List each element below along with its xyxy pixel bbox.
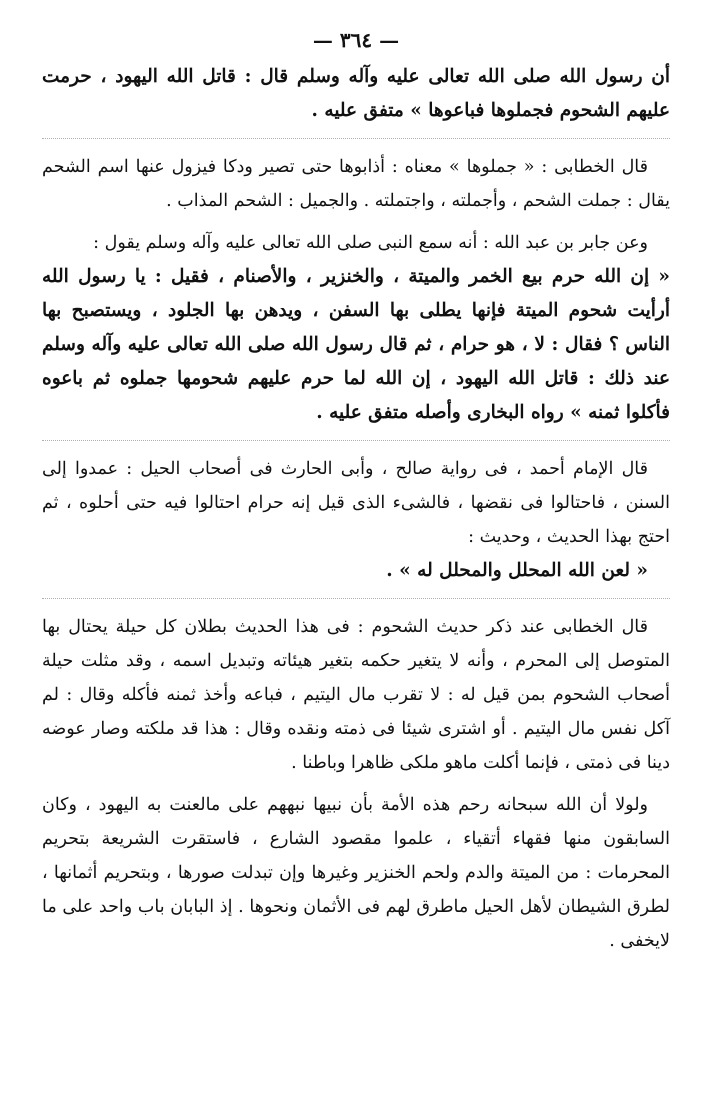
paragraph-hadith-muhallil: « لعن الله المحلل والمحلل له » . <box>386 560 648 581</box>
paragraph-jabir-intro: وعن جابر بن عبد الله : أنه سمع النبى صلى الله تعالى عليه وآله وسلم يقول : <box>93 233 648 253</box>
paragraph-hadith-jabir: « إن الله حرم بيع الخمر والميتة ، والخنزير ، والأصنام ، فقيل : يا رسول الله أرأيت شحوم الميتة فإنها يطلى بها السفن ، ويدهن بها الجلود ، ويستصبح بها الناس ؟ فقال : لا ، هو حرام ، ثم قال رسول الله صلى الله تعالى عليه وآله وسلم عند ذلك : قاتل الله اليهود ، إن الله لما حرم عليهم شحومها جملوه ثم باعوه فأكلوا ثمنه » رواه البخارى وأصله متفق عليه . <box>42 266 670 423</box>
divider <box>42 440 670 442</box>
paragraph-khattabi-definition: قال الخطابى : « جملوها » معناه : أذابوها حتى تصير ودكا فيزول عنها اسم الشحم يقال : جملت الشحم ، وأجملته ، واجتملته . والجميل : الشحم المذاب . <box>42 157 670 211</box>
paragraph-khattabi-commentary: قال الخطابى عند ذكر حديث الشحوم : فى هذا الحديث بطلان كل حيلة يحتال بها المتوصل إلى المحرم ، وأنه لا يتغير حكمه بتغير هيئاته وتبديل اسمه ، وقد مثلت حيلة أصحاب الشحوم بمن قيل له : لا تقرب مال اليتيم ، فباعه وأخذ ثمنه فأكله وقال : لم آكل نفس مال اليتيم . أو اشترى شيئا فى ذمته ونقده وقال : هذا قد ملكته وصار عوضه دينا فى ذمتى ، فإنما أكلت ماهو ملكى ظاهرا وباطنا . <box>42 617 670 773</box>
paragraph-imam-ahmad: قال الإمام أحمد ، فى رواية صالح ، وأبى الحارث فى أصحاب الحيل : عمدوا إلى السنن ، فاحتالوا فى نقضها ، فالشىء الذى قيل إنه حرام احتالوا فيه حتى أحلوه ، ثم احتج بهذا الحديث ، وحديث : <box>42 459 670 547</box>
page-number: — ٣٦٤ — <box>312 28 400 52</box>
divider <box>42 598 670 600</box>
divider <box>42 138 670 140</box>
paragraph-conclusion: ولولا أن الله سبحانه رحم هذه الأمة بأن نبيها نبههم على مالعنت به اليهود ، وكان السابقون منها فقهاء أتقياء ، علموا مقصود الشارع ، فاستقرت الشريعة بتحريم المحرمات : من الميتة والدم ولحم الخنزير وغيرها وإن تبدلت صورها ، وبتحريم أثمانها ، لطرق الشيطان لأهل الحيل ماطرق لهم فى الأثمان ونحوها . إذ البابان باب واحد على ما لايخفى . <box>42 795 671 951</box>
paragraph-hadith-jews-fat: أن رسول الله صلى الله تعالى عليه وآله وسلم قال : قاتل الله اليهود ، حرمت عليهم الشحوم فجملوها فباعوها » متفق عليه . <box>42 66 670 121</box>
